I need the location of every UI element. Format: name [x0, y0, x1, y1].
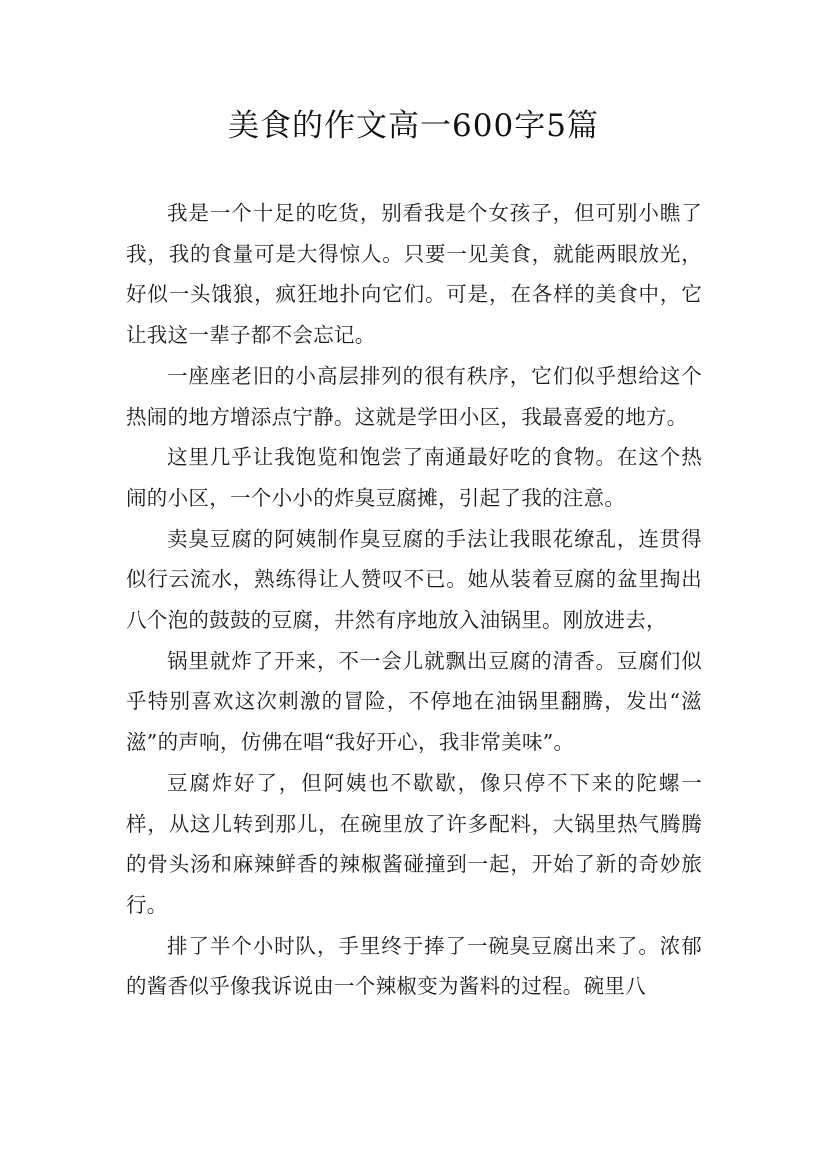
- document-body: [126, 193, 702, 1007]
- paragraph-4: 卖臭豆腐的阿姨制作臭豆腐的手法让我眼花缭乱，连贯得似行云流水，熟练得让人赞叹不已。她从装着豆腐的盆里掏出八个泡的鼓鼓的豆腐，井然有序地放入油锅里。刚放进去，: [126, 526, 702, 633]
- document-title: 美食的作文高一600字5篇: [228, 108, 599, 144]
- paragraph-7: 排了半个小时队，手里终于捧了一碗臭豆腐出来了。浓郁的酱香似乎像我诉说由一个辣椒变为酱料的过程。碗里八: [126, 933, 702, 999]
- paragraph-5: 锅里就炸了开来，不一会儿就飘出豆腐的清香。豆腐们似乎特别喜欢这次刺激的冒险，不停地在油锅里翻腾，发出“滋滋”的声响，仿佛在唱“我好开心，我非常美味”。: [126, 648, 702, 755]
- paragraph-1: 我是一个十足的吃货，别看我是个女孩子，但可别小瞧了我，我的食量可是大得惊人。只要一见美食，就能两眼放光，好似一头饿狼，疯狂地扑向它们。可是，在各样的美食中，它让我这一辈子都不会忘记。: [126, 201, 702, 348]
- paragraph-2: 一座座老旧的小高层排列的很有秩序，它们似乎想给这个热闹的地方增添点宁静。这就是学田小区，我最喜爱的地方。: [126, 363, 702, 429]
- paragraph-3: 这里几乎让我饱览和饱尝了南通最好吃的食物。在这个热闹的小区，一个小小的炸臭豆腐摊，引起了我的注意。: [126, 445, 702, 510]
- paragraph-6: 豆腐炸好了，但阿姨也不歇歇，像只停不下来的陀螺一样，从这儿转到那儿，在碗里放了许多配料，大锅里热气腾腾的骨头汤和麻辣鲜香的辣椒酱碰撞到一起，开始了新的奇妙旅行。: [126, 770, 702, 917]
